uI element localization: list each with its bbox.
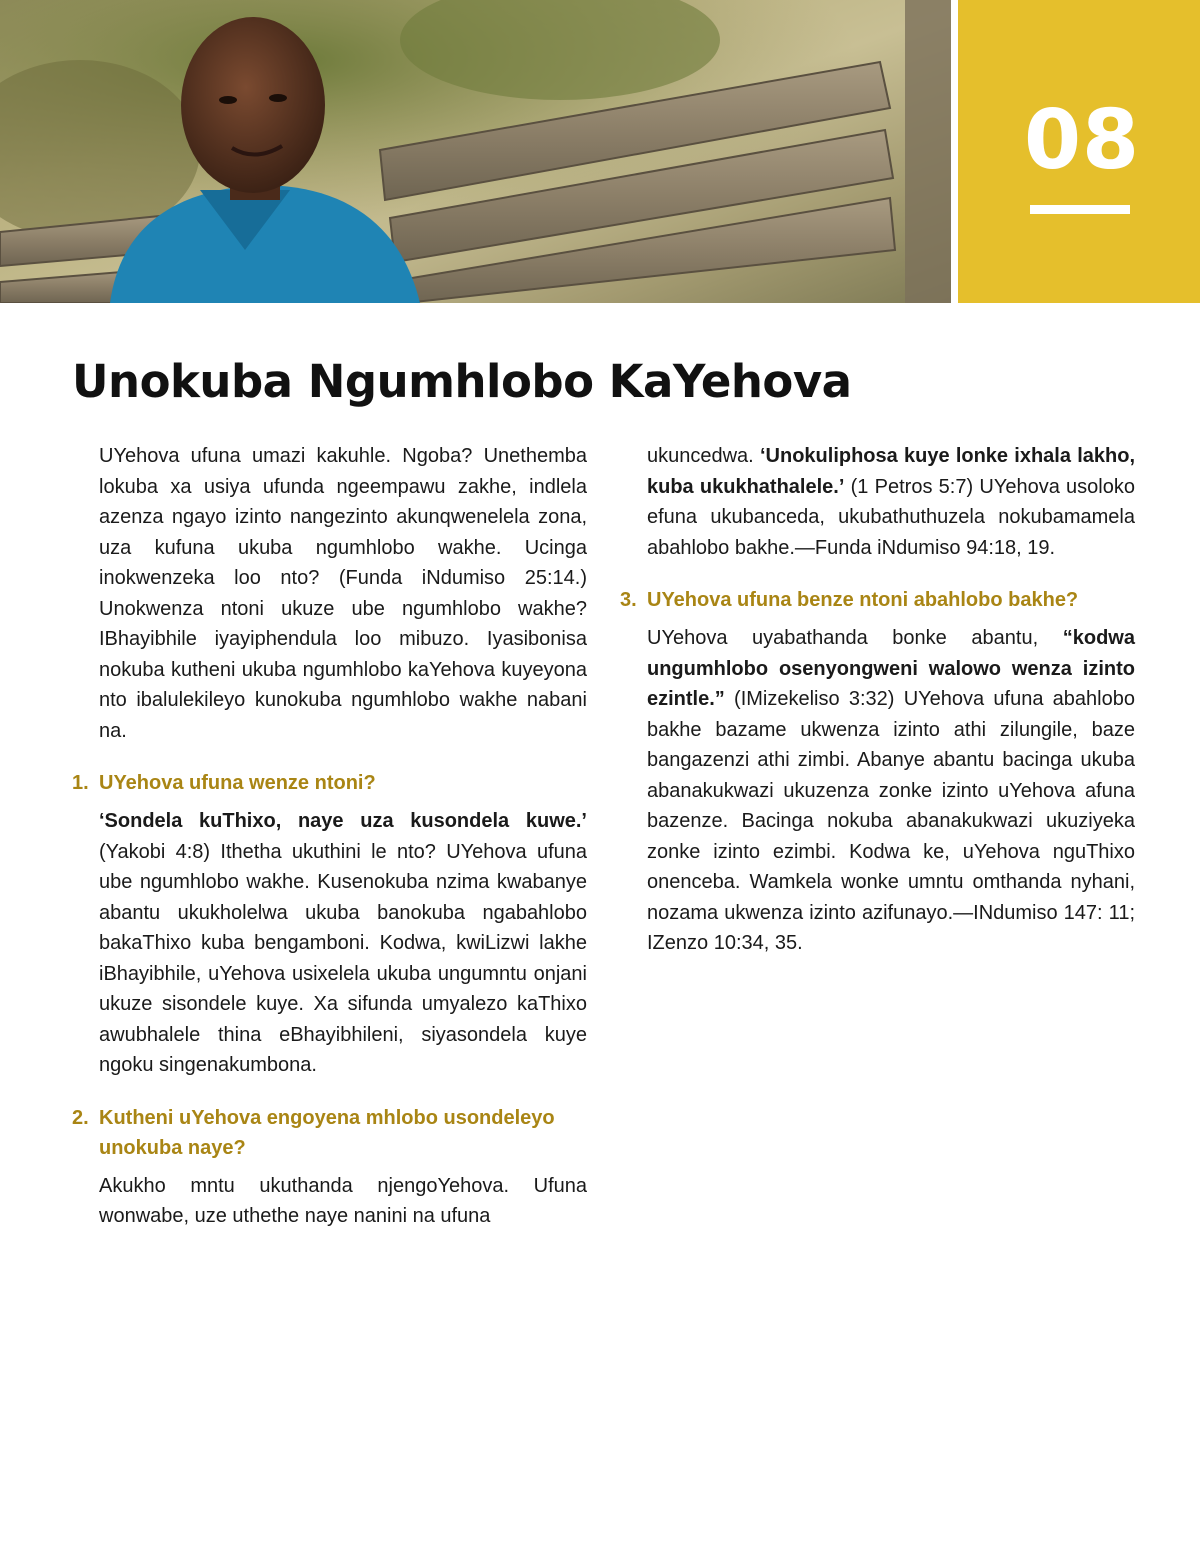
chapter-badge [958,0,1200,303]
answer-text: (Yakobi 4:8) Ithetha ukuthini le nto? UYehova ufuna ube ngumhlobo wakhe. Kusenokuba nzima kwabanye abantu ukukholelwa ukuba banokuba ngabahlobo bakaThixo kuba bengamboni. Kodwa, kwiLizwi lakhe iBhayibhile, uYehova usixelela ukuba ungumntu onjani ukuze sisondele kuye. Xa sifunda umyalezo kaThixo awubhalele thina eBhayibhileni, siyasondela kuye ngoku singenakumbona. [99,840,587,1076]
question-text: UYehova ufuna wenze ntoni? [99,772,376,794]
scripture-quote: ‘Unokuliphosa kuye lonke ixhala lakho, kuba ukukhathalele.’ [647,445,1136,498]
answer-text: ukuncedwa. [647,445,760,467]
question-number: 3. [620,589,637,611]
scripture-quote: ‘Sondela kuThixo, naye uza kusondela kuwe.’ [99,810,587,832]
question-number: 1. [72,772,89,794]
answer-3-paragraph [620,623,1135,959]
question-3-heading [620,585,1135,615]
intro-paragraph: UYehova ufuna umazi kakuhle. Ngoba? Unethemba lokuba xa usiya ufunda ngeempawu zakhe, indlela azenza ngayo izinto nangezinto akunqwenelela zona, uza kufuna ukuba ngumhlobo wakhe. Ucinga inokwenzeka loo nto? (Funda iNdumiso 25:14.) Unokwenza ntoni ukuze ube ngumhlobo wakhe? IBhayibhile iyayiphendula loo mibuzo. Iyasibonisa nokuba kutheni ukuba ngumhlobo kaYehova kuyeyona nto ibalulekileyo kunokuba ngumhlobo wakhe nabani na. [99,445,587,742]
answer-text: (1 Petros 5:7) UYehova usoloko efuna ukubanceda, ukubathuthuzela nokubamamela abahlobo bakhe.—Funda iNdumiso 94:18, 19. [647,475,1135,559]
right-column [620,441,1135,959]
answer-1-paragraph [72,806,587,1081]
question-2-heading [72,1103,587,1163]
answer-text: Akukho mntu ukuthanda njengoYehova. Ufuna wonwabe, uze uthethe naye nanini na ufuna [99,1174,587,1227]
question-1-heading [72,768,587,798]
man-on-bench-illustration [0,0,951,303]
answer-2-continued-paragraph [620,441,1135,563]
chapter-underline [1030,205,1130,214]
answer-text: UYehova uyabathanda bonke abantu, [647,627,1063,649]
scripture-quote: “kodwa ungumhlobo osenyongweni walowo wenza izinto ezintle.” [647,627,1135,710]
chapter-number: 08 [1023,93,1141,188]
page-title: Unokuba Ngumhlobo KaYehova [72,355,852,408]
answer-2-paragraph [72,1171,587,1232]
left-column [72,441,587,1232]
question-number: 2. [72,1106,89,1129]
answer-text: (IMizekeliso 3:32) UYehova ufuna abahlobo bakhe bazame ukwenza izinto athi zilungile, baze bangazenzi athi zimbi. Abanye abantu bacinga ukuba abanakukwazi ukuzenza zonke izinto uYehova afuna bazenze. Bacinga nokuba abanakukwazi ukuziyeka zonke izinto ezimbi. Kodwa ke, uYehova nguThixo onenceba. Wamkela wonke umntu omthanda nyhani, nozama ukwenza izinto azifunayo.—INdumiso 147: 11; IZenzo 10:34, 35. [647,688,1135,954]
question-text: UYehova ufuna benze ntoni abahlobo bakhe? [647,589,1079,611]
hero-photo [0,0,951,303]
question-text: Kutheni uYehova engoyena mhlobo usondeleyo unokuba naye? [99,1106,555,1159]
